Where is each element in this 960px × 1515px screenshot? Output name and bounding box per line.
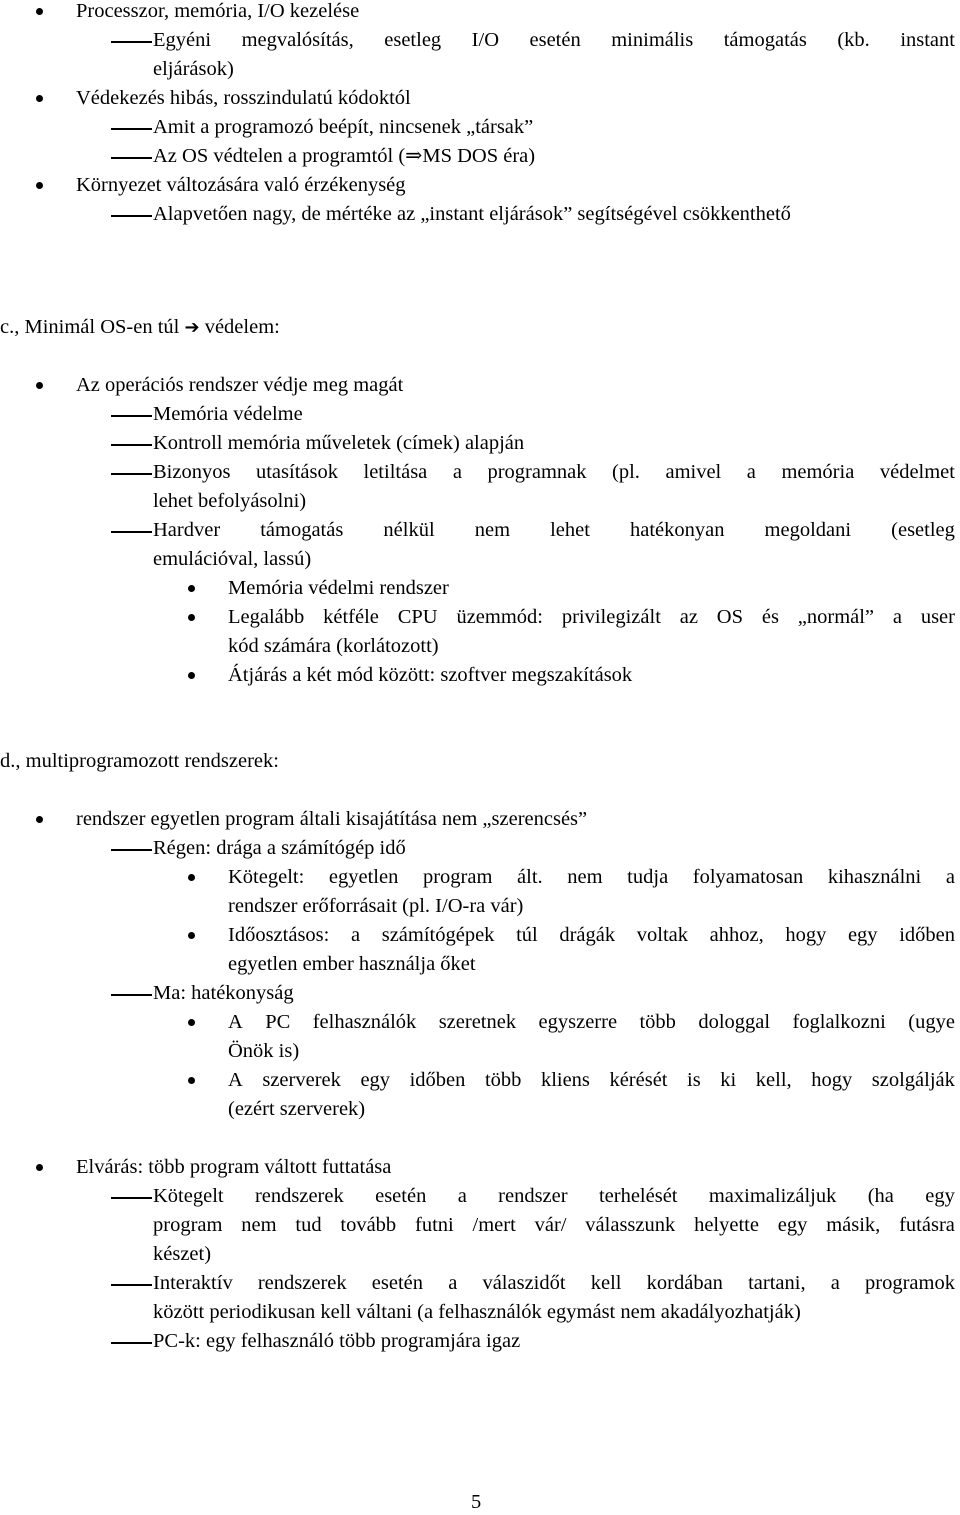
dash-marker: [111, 1197, 152, 1199]
text-line: készet): [153, 1243, 212, 1265]
dash-marker: [111, 157, 152, 159]
dash-marker: [111, 531, 152, 533]
text-line: Memória védelme: [153, 403, 303, 425]
text-line: Elvárás: több program váltott futtatása: [76, 1156, 392, 1178]
bullet-marker: [36, 8, 43, 15]
bullet-marker: [188, 585, 195, 592]
dash-marker: [111, 473, 152, 475]
section-heading: d., multiprogramozott rendszerek:: [0, 750, 279, 772]
bullet-marker: [36, 816, 43, 823]
text-line: Alapvetően nagy, de mértéke az „instant eljárások” segítségével csökkenthető: [153, 203, 791, 225]
text-line: Átjárás a két mód között: szoftver megszakítások: [228, 664, 633, 686]
bullet-marker: [36, 1164, 43, 1171]
text-line: PC-k: egy felhasználó több programjára igaz: [153, 1330, 521, 1352]
bullet-marker: [36, 382, 43, 389]
text-line: Interaktív rendszerek esetén a válaszidőt kell kordában tartani, a programok: [153, 1272, 955, 1294]
text-line: Az OS védtelen a programtól (⇒MS DOS éra): [153, 145, 536, 167]
text-line: Processzor, memória, I/O kezelése: [76, 0, 360, 22]
dash-marker: [111, 1284, 152, 1286]
dash-marker: [111, 128, 152, 130]
text-line: Környezet változására való érzékenység: [76, 174, 406, 196]
bullet-marker: [36, 182, 43, 189]
arrow-right-icon: ➔: [184, 317, 200, 338]
bullet-marker: [188, 1077, 195, 1084]
text-line: Memória védelmi rendszer: [228, 577, 449, 599]
text-line: Kötegelt rendszerek esetén a rendszer terhelését maximalizáljuk (ha egy: [153, 1185, 955, 1207]
text-line: eljárások): [153, 58, 234, 80]
text-line: lehet befolyásolni): [153, 490, 307, 512]
text-line: Hardver támogatás nélkül nem lehet hatékonyan megoldani (esetleg: [153, 519, 955, 541]
text-line: Bizonyos utasítások letiltása a programnak (pl. amivel a memória védelmet: [153, 461, 955, 483]
bullet-marker: [188, 1019, 195, 1026]
section-heading: c., Minimál OS-en túl ➔ védelem:: [0, 316, 280, 338]
page-number: 5: [471, 1491, 482, 1513]
bullet-marker: [188, 932, 195, 939]
dash-marker: [111, 849, 152, 851]
bullet-marker: [188, 874, 195, 881]
bullet-marker: [36, 95, 43, 102]
text-line: Az operációs rendszer védje meg magát: [76, 374, 404, 396]
bullet-marker: [188, 614, 195, 621]
dash-marker: [111, 415, 152, 417]
text-line: kód számára (korlátozott): [228, 635, 439, 657]
dash-marker: [111, 994, 152, 996]
text-line: Kötegelt: egyetlen program ált. nem tudja folyamatosan kihasználni a: [228, 866, 955, 888]
text-line: program nem tud tovább futni /mert vár/ válasszunk helyette egy másik, futásra: [153, 1214, 955, 1236]
text-line: Védekezés hibás, rosszindulatú kódoktól: [76, 87, 411, 109]
text-line: Legalább kétféle CPU üzemmód: privilegizált az OS és „normál” a user: [228, 606, 955, 628]
text-line: Önök is): [228, 1040, 300, 1062]
text-line: rendszer erőforrásait (pl. I/O-ra vár): [228, 895, 524, 917]
text-line: A PC felhasználók szeretnek egyszerre több dologgal foglalkozni (ugye: [228, 1011, 955, 1033]
text-line: rendszer egyetlen program általi kisajátítása nem „szerencsés”: [76, 808, 588, 830]
text-line: (ezért szerverek): [228, 1098, 366, 1120]
text-line: Kontroll memória műveletek (címek) alapján: [153, 432, 525, 454]
dash-marker: [111, 41, 152, 43]
bullet-marker: [188, 672, 195, 679]
text-line: Időosztásos: a számítógépek túl drágák voltak ahhoz, hogy egy időben: [228, 924, 955, 946]
dash-marker: [111, 1342, 152, 1344]
text-line: között periodikusan kell váltani (a felhasználók egymást nem akadályozhatják): [153, 1301, 801, 1323]
text-line: Ma: hatékonyság: [153, 982, 294, 1004]
dash-marker: [111, 444, 152, 446]
text-line: emulációval, lassú): [153, 548, 312, 570]
text-line: egyetlen ember használja őket: [228, 953, 476, 975]
text-line: Régen: drága a számítógép idő: [153, 837, 406, 859]
text-line: Amit a programozó beépít, nincsenek „társak”: [153, 116, 534, 138]
dash-marker: [111, 215, 152, 217]
text-line: Egyéni megvalósítás, esetleg I/O esetén minimális támogatás (kb. instant: [153, 29, 955, 51]
text-line: A szerverek egy időben több kliens kérését is ki kell, hogy szolgálják: [228, 1069, 955, 1091]
